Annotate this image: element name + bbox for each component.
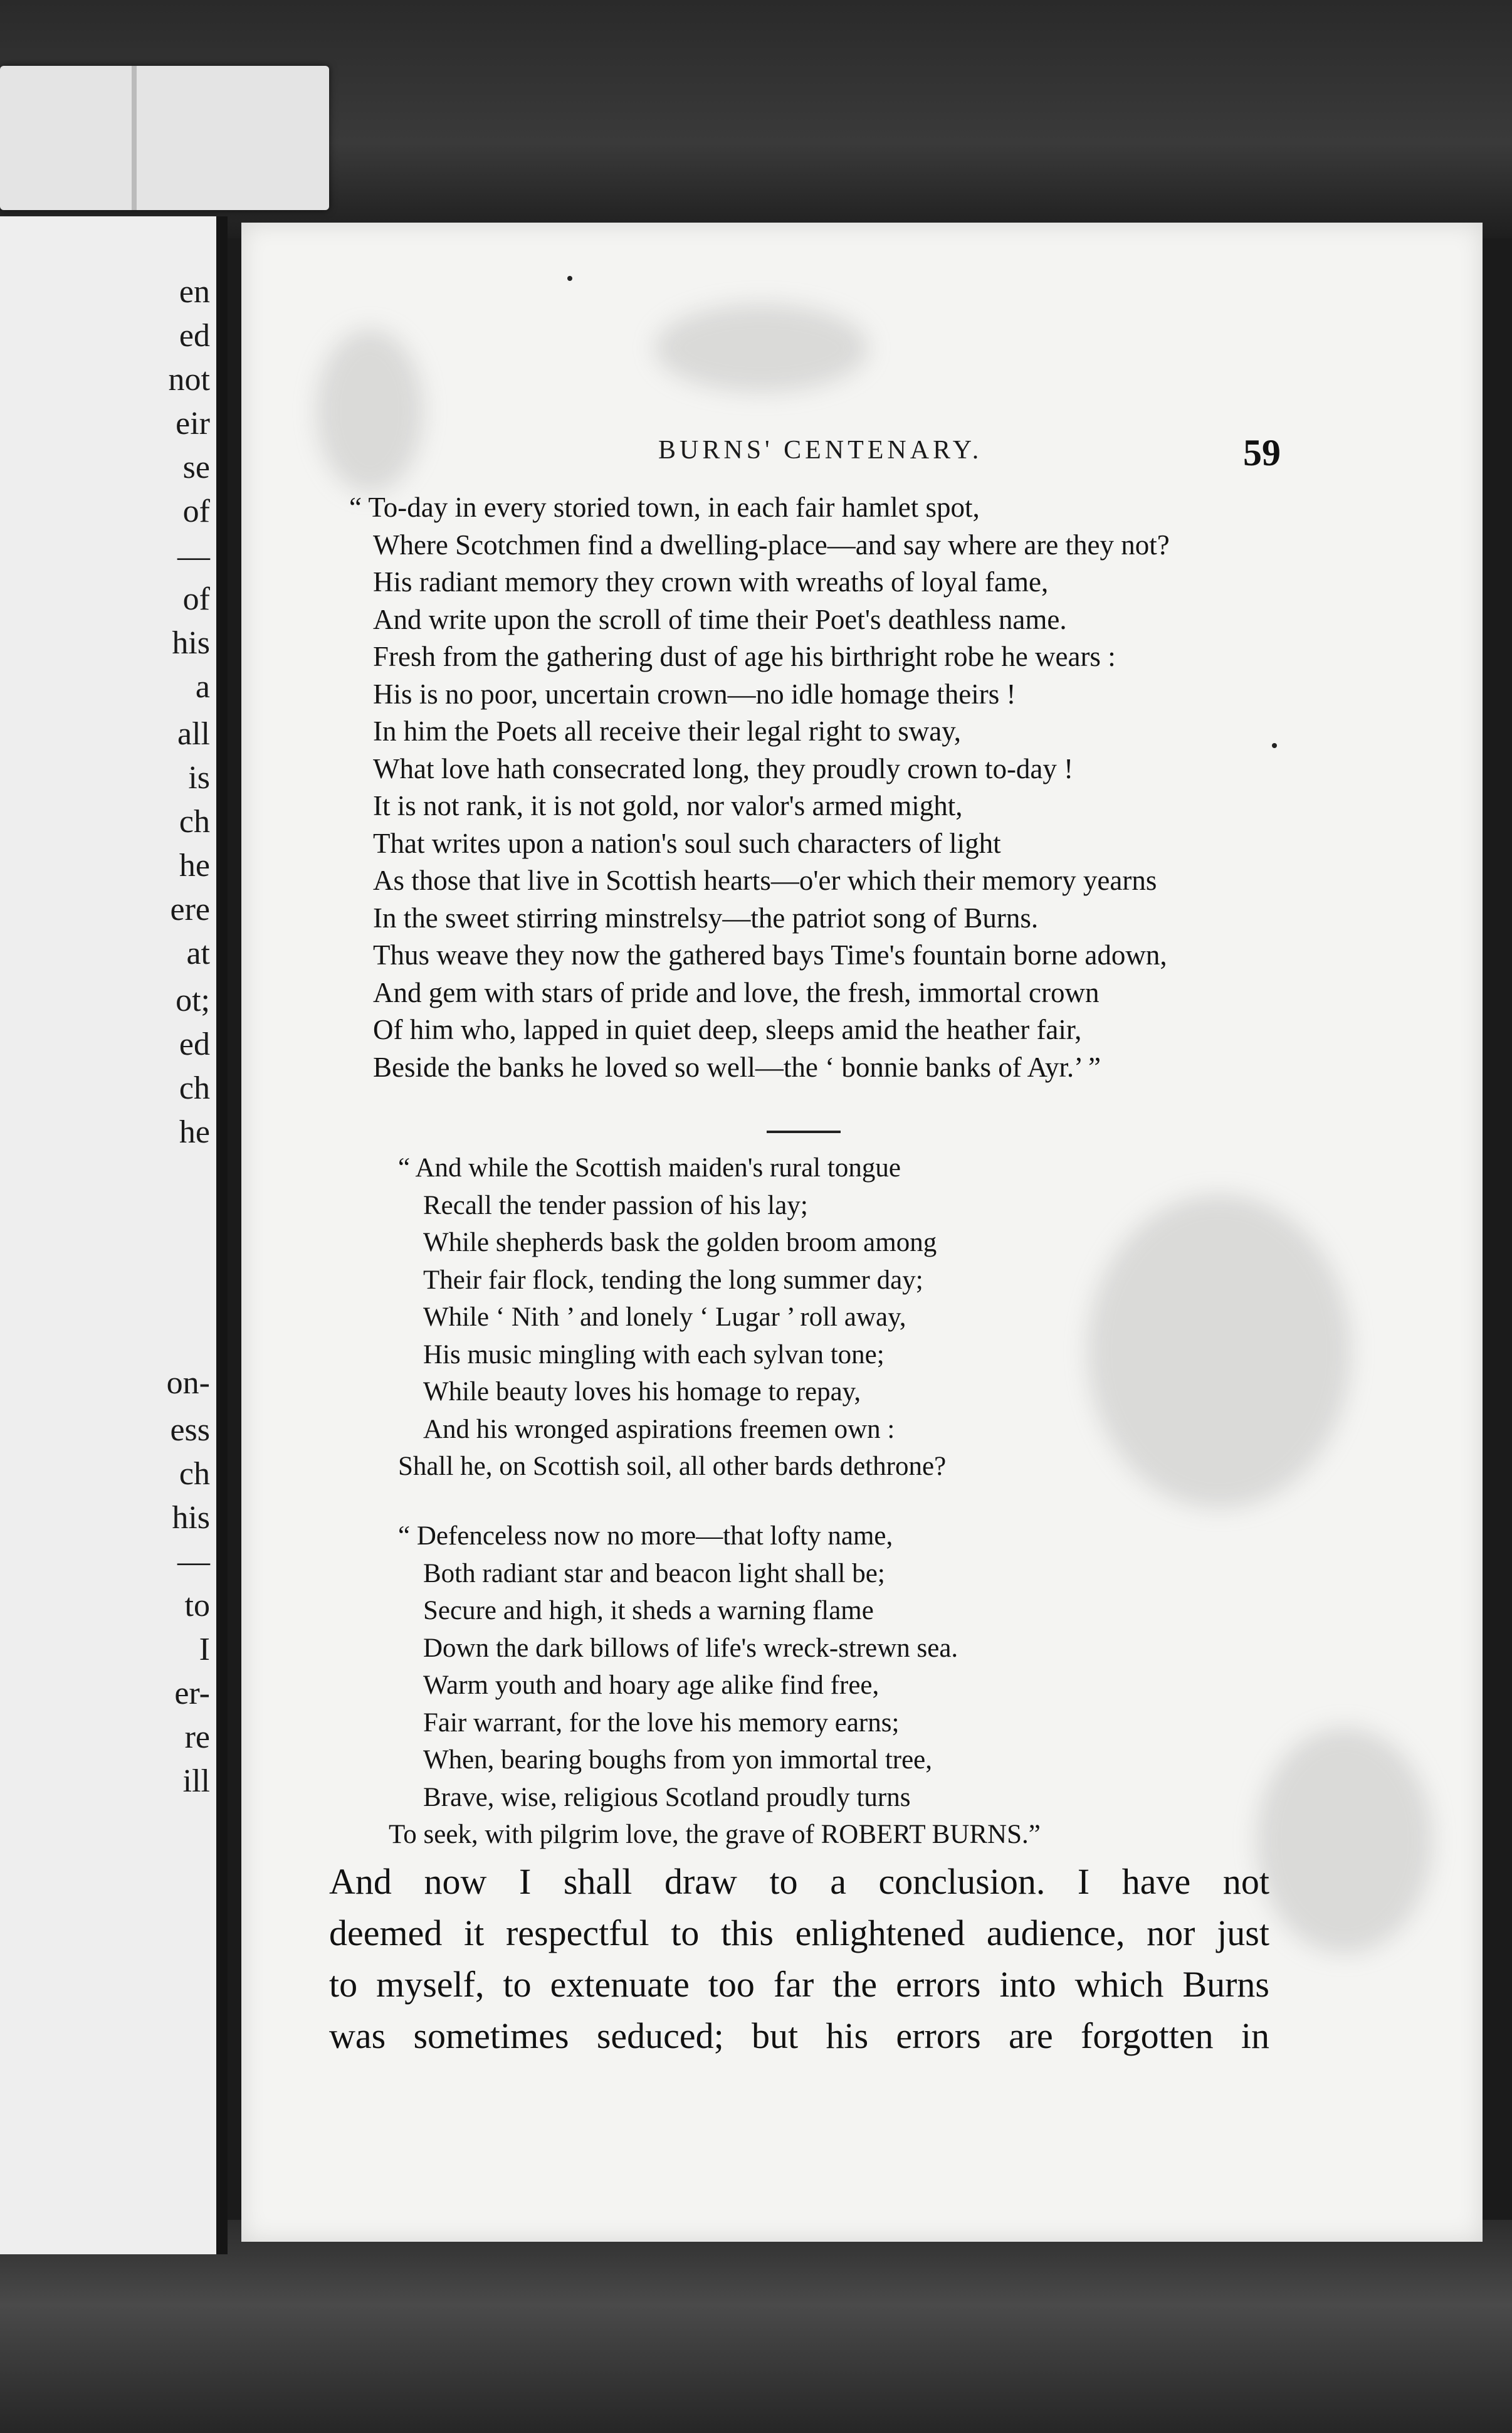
verse-line: Recall the tender passion of his lay; <box>423 1190 808 1220</box>
prose-line: And now I shall draw to a conclusion. I have not <box>329 1861 1269 1902</box>
verse-line: Both radiant star and beacon light shall be; <box>423 1558 885 1588</box>
page-speck <box>567 276 572 281</box>
verse-line: Fresh from the gathering dust of age his birthright robe he wears : <box>373 641 1116 672</box>
facing-page-text: he <box>179 848 210 884</box>
facing-page-text: not <box>168 362 210 398</box>
page-number: 59 <box>1243 432 1281 473</box>
facing-page-text: re <box>184 1719 210 1755</box>
facing-page-text: to <box>184 1588 210 1623</box>
facing-page-text: on- <box>166 1365 210 1401</box>
facing-page-text: he <box>179 1114 210 1150</box>
facing-page-fragment <box>0 216 228 2254</box>
facing-page-text: at <box>186 936 210 971</box>
book-page <box>241 223 1483 2242</box>
facing-page-text: ot; <box>176 983 210 1018</box>
facing-page-text: ch <box>179 1070 210 1106</box>
binding-tape-seam <box>132 66 137 210</box>
page-stain <box>1088 1195 1351 1508</box>
verse-line: Brave, wise, religious Scotland proudly turns <box>423 1782 911 1812</box>
verse-line: His radiant memory they crown with wreaths of loyal fame, <box>373 566 1049 598</box>
binding-tape <box>0 66 329 210</box>
verse-line: “ Defenceless now no more—that lofty name, <box>398 1521 893 1551</box>
facing-page-text: is <box>188 760 210 796</box>
verse-line: Where Scotchmen find a dwelling-place—and say where are they not? <box>373 529 1170 561</box>
verse-line: When, bearing boughs from yon immortal tree, <box>423 1745 933 1775</box>
verse-line: To seek, with pilgrim love, the grave of ROBERT BURNS.” <box>389 1820 1041 1849</box>
page-header <box>241 431 1483 475</box>
running-head: BURNS' CENTENARY. <box>658 436 983 465</box>
facing-page-text: ed <box>179 1027 210 1062</box>
facing-page-text: a <box>195 669 210 705</box>
verse-line: What love hath consecrated long, they proudly crown to-day ! <box>373 752 1074 784</box>
verse-line: Beside the banks he loved so well—the ‘ bonnie banks of Ayr.’ ” <box>373 1051 1101 1083</box>
verse-line: And his wronged aspirations freemen own : <box>423 1414 895 1444</box>
verse-line: His music mingling with each sylvan tone; <box>423 1339 885 1370</box>
facing-page-text: his <box>172 625 210 661</box>
verse-line: And write upon the scroll of time their Poet's deathless name. <box>373 603 1067 635</box>
facing-page-text: his <box>172 1500 210 1536</box>
prose-line: deemed it respectful to this enlightened audience, nor just <box>329 1913 1269 1953</box>
verse-line: While ‘ Nith ’ and lonely ‘ Lugar ’ roll away, <box>423 1302 906 1332</box>
facing-page-text: ch <box>179 1456 210 1492</box>
verse-line: While beauty loves his homage to repay, <box>423 1377 861 1406</box>
facing-page-text: se <box>182 450 210 485</box>
verse-line: In the sweet stirring minstrelsy—the patriot song of Burns. <box>373 902 1039 934</box>
verse-line: Their fair flock, tending the long summer day; <box>423 1265 923 1295</box>
page-speck <box>1272 743 1277 748</box>
facing-page-text: er- <box>174 1676 210 1711</box>
verse-line: As those that live in Scottish hearts—o'er which their memory yearns <box>373 865 1157 896</box>
verse-line: That writes upon a nation's soul such characters of light <box>373 827 1001 859</box>
verse-line: Thus weave they now the gathered bays Time's fountain borne adown, <box>373 939 1167 971</box>
facing-page-text: eir <box>176 406 210 441</box>
verse-line: “ And while the Scottish maiden's rural tongue <box>398 1153 901 1183</box>
verse-line: While shepherds bask the golden broom among <box>423 1228 937 1257</box>
verse-line: “ To-day in every storied town, in each fair hamlet spot, <box>349 492 980 523</box>
facing-page-text: ere <box>170 892 210 927</box>
facing-page-text: of <box>182 493 210 529</box>
verse-line: It is not rank, it is not gold, nor valor's armed might, <box>373 790 963 821</box>
facing-page-text: — <box>177 1544 210 1580</box>
facing-page-text: ill <box>182 1763 210 1799</box>
prose-line: was sometimes seduced; but his errors are forgotten in <box>329 2015 1269 2056</box>
verse-line: His is no poor, uncertain crown—no idle homage theirs ! <box>373 678 1016 710</box>
verse-line: In him the Poets all receive their legal right to sway, <box>373 715 962 747</box>
verse-line: And gem with stars of pride and love, the fresh, immortal crown <box>373 976 1100 1008</box>
prose-line: to myself, to extenuate too far the errors into which Burns <box>329 1964 1269 2005</box>
verse-line: Secure and high, it sheds a warning flame <box>423 1596 874 1625</box>
section-rule <box>767 1131 841 1133</box>
verse-line: Of him who, lapped in quiet deep, sleeps amid the heather fair, <box>373 1014 1082 1045</box>
verse-line: Warm youth and hoary age alike find free, <box>423 1670 879 1700</box>
verse-line: Down the dark billows of life's wreck-strewn sea. <box>423 1633 958 1663</box>
facing-page-text: en <box>179 274 210 310</box>
verse-line: Shall he, on Scottish soil, all other bards dethrone? <box>398 1452 947 1481</box>
facing-page-text: — <box>177 539 210 574</box>
facing-page-text: ed <box>179 318 210 354</box>
verse-line: Fair warrant, for the love his memory earns; <box>423 1707 900 1738</box>
prose-paragraph <box>329 1856 1269 2062</box>
facing-page-text: all <box>177 716 210 752</box>
facing-page-text: ess <box>170 1412 210 1448</box>
facing-page-text: I <box>199 1632 210 1667</box>
page-stain <box>655 304 868 392</box>
facing-page-text: ch <box>179 804 210 840</box>
facing-page-text: of <box>182 581 210 617</box>
page-stain <box>1257 1728 1432 1953</box>
